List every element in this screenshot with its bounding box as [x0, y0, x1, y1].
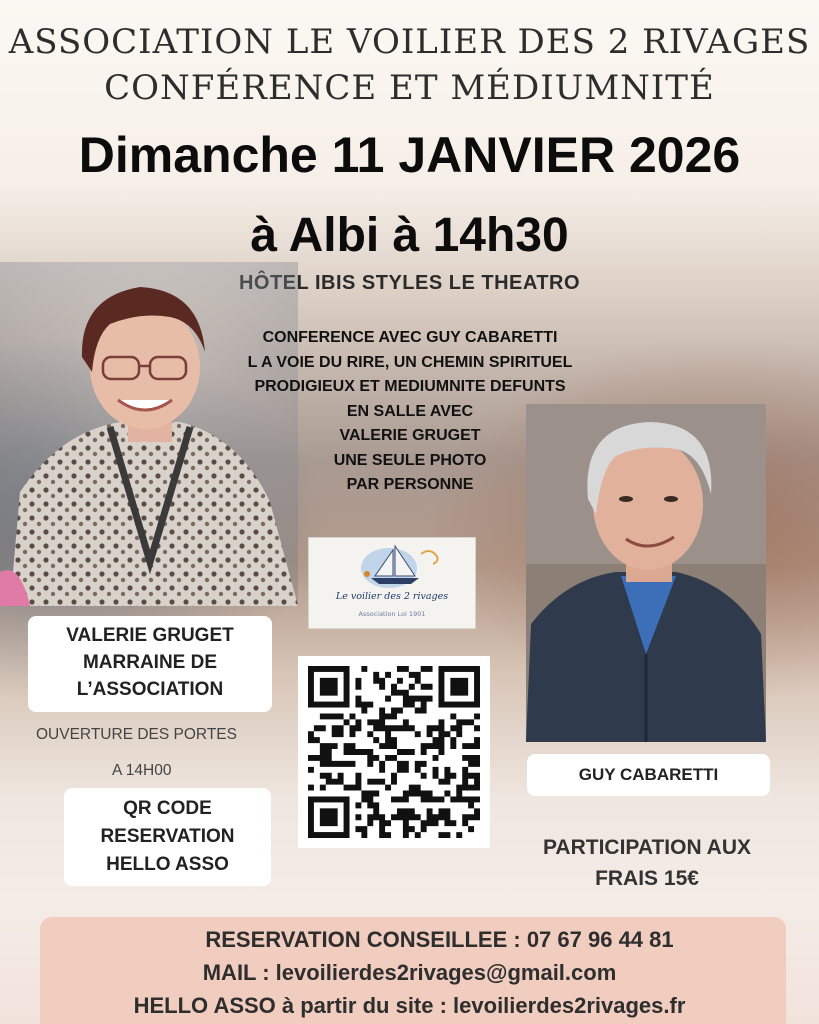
reservation-qr-code[interactable]: [298, 656, 490, 848]
sailboat-icon: [309, 540, 475, 592]
valerie-card-line: MARRAINE DE: [82, 652, 218, 673]
guy-card: GUY CABARETTI: [527, 754, 770, 796]
association-logo: [308, 537, 476, 629]
doors-opening-time: A 14H00: [112, 762, 172, 779]
event-venue: HÔTEL IBIS STYLES LE THEATRO: [238, 272, 581, 294]
program-line: PAR PERSONNE: [346, 476, 474, 493]
fee-line: PARTICIPATION AUX: [542, 836, 752, 859]
program-line: VALERIE GRUGET: [339, 427, 481, 444]
doors-opening-label: OUVERTURE DES PORTES: [36, 726, 237, 743]
valerie-card-line: VALERIE GRUGET: [66, 625, 234, 646]
program-line: PRODIGIEUX ET MEDIUMNITE DEFUNTS: [254, 378, 566, 395]
fee-line: FRAIS 15€: [595, 867, 699, 890]
qr-reservation-card: [64, 788, 271, 886]
program-line: EN SALLE AVEC: [346, 402, 474, 420]
valerie-card-line: L’ASSOCIATION: [76, 679, 224, 700]
qr-card-line: RESERVATION: [100, 826, 235, 847]
reservation-phone: RESERVATION CONSEILLEE : 07 67 96 44 81: [205, 927, 674, 952]
contact-email[interactable]: MAIL : levoilierdes2rivages@gmail.com: [202, 960, 617, 985]
program-line: CONFERENCE AVEC GUY CABARETTI: [262, 329, 558, 346]
qr-code-icon[interactable]: [298, 656, 490, 848]
logo-name: Le voilier des 2 rivages: [335, 591, 449, 602]
qr-card-line: HELLO ASSO: [106, 854, 229, 875]
hello-asso-website[interactable]: HELLO ASSO à partir du site : levoilierdes2rivages.fr: [133, 993, 686, 1018]
event-date: Dimanche 11 JANVIER 2026: [78, 127, 741, 183]
participation-fee: [510, 832, 784, 894]
event-place-time: à Albi à 14h30: [250, 209, 569, 262]
qr-card-line: QR CODE: [123, 798, 212, 819]
guy-portrait-illustration: [526, 404, 766, 742]
program-line: L A VOIE DU RIRE, UN CHEMIN SPIRITUEL: [247, 353, 573, 371]
event-subtitle: CONFÉRENCE ET MÉDIUMNITÉ: [104, 68, 715, 108]
logo-subtitle: Association Loi 1901: [358, 610, 426, 618]
association-title: ASSOCIATION LE VOILIER DES 2 RIVAGES: [8, 22, 811, 62]
guy-photo: [526, 404, 766, 742]
valerie-card: [28, 616, 272, 712]
program-line: UNE SEULE PHOTO: [333, 451, 487, 469]
